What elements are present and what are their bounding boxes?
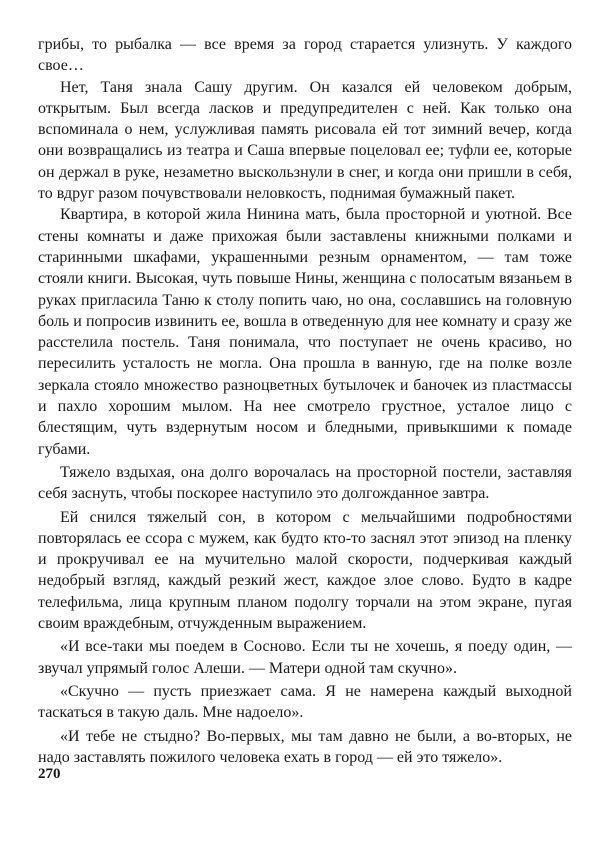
paragraph-3: Квартира, в которой жила Нинина мать, была просторной и уютной. Все стены комнаты и даже прихожая были заставлены книжными полками и старинными шкафами, украшенными резным орнаментом, — там тоже стояли книги. Высокая, чуть повыше Нины, женщина с полосатым вязаньем в руках пригласила Таню к столу попить чаю, но она, сославшись на головную боль и попросив извинить ее, вошла в отведенную для нее комнату и сразу же расстелила постель. Таня понимала, что поступает не очень красиво, но пересилить усталость не могла. Она прошла в ванную, где на полке возле зеркала стояло множество разноцветных бутылочек и баночек из пластмассы и пахло хорошим мылом. На нее смотрело грустное, усталое лицо с блестящим, чуть вздернутым носом и бледными, привыкшими к помаде губами. [38, 206, 572, 458]
paragraph-4: Тяжело вздыхая, она долго ворочалась на просторной постели, заставляя себя заснуть, чтобы поскорее наступило это долгожданное завтра. [38, 463, 572, 503]
page-body [38, 34, 572, 768]
page-number: 270 [38, 766, 61, 782]
paragraph-7: «Скучно — пусть приезжает сама. Я не намерена каждый выходной таскаться в такую даль. Мне надоело». [38, 682, 572, 722]
paragraph-8: «И тебе не стыдно? Во-первых, мы там давно не были, а во-вторых, не надо заставлять пожилого человека ехать в город — ей это тяжело». [38, 727, 572, 766]
paragraph-5: Ей снился тяжелый сон, в котором с мельчайшими подробностями повторялась ее ссора с мужем, как будто кто-то заснял этот эпизод на пленку и прокручивал ее на мучительно малой скорости, подчеркивая каждый недобрый взгляд, каждый резкий жест, каждое злое слово. Будто в кадре телефильма, лица крупным планом подолгу торчали на этом экране, пугая своим враждебным, отчужденным выражением. [38, 508, 572, 633]
paragraph-1: грибы, то рыбалка — все время за город старается улизнуть. У каждого свое… [38, 36, 572, 75]
paragraph-6: «И все-таки мы поедем в Сосново. Если ты не хочешь, я поеду один, — звучал упрямый голос Алеши. — Матери одной там скучно». [38, 638, 572, 677]
paragraph-2: Нет, Таня знала Сашу другим. Он казался ей человеком добрым, открытым. Был всегда ласков и предупредителен с ней. Как только она вспоминала о нем, услужливая память рисовала ей тот зимний вечер, когда они возвращались из театра и Саша впервые поцеловал ее; туфли ее, которые он держал в руке, незаметно выскользнули в снег, и когда они пришли в себя, то вдруг разом почувствовали неловкость, поднимая бумажный пакет. [38, 78, 572, 203]
